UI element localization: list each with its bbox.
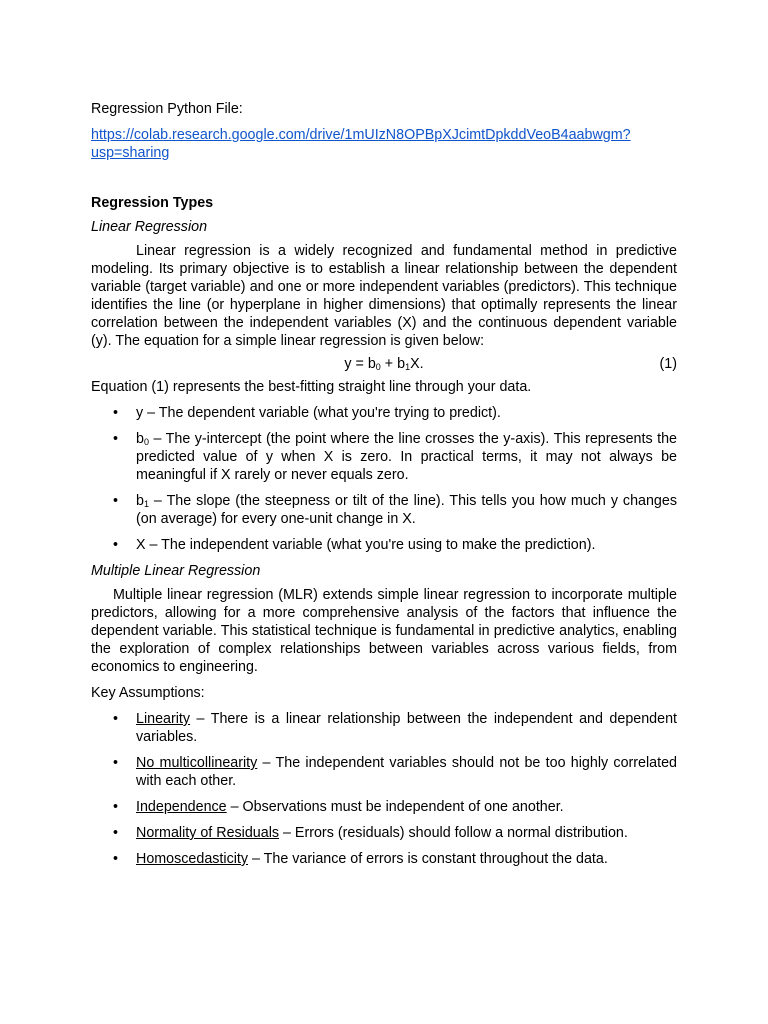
bullet-dot-icon: • xyxy=(113,755,119,771)
list-item: • $b_0$ – The y-intercept (the point where the line crosses the y-axis). This represents the predicted value of y when X is zero. In practical terms, it may not always be meaningful if X rarely or never equals zero. xyxy=(113,431,677,483)
document-page xyxy=(91,100,677,876)
file-label: Regression Python File: xyxy=(91,101,243,117)
list-item: • y – The dependent variable (what you're trying to predict). xyxy=(113,405,501,421)
list-item: • Independence – Observations must be independent of one another. xyxy=(113,799,564,815)
list-item: • Homoscedasticity – The variance of errors is constant throughout the data. xyxy=(113,851,608,867)
bullet-dot-icon: • xyxy=(113,405,119,421)
colab-link-line2: usp=sharing xyxy=(91,145,170,161)
linear-heading: Linear Regression xyxy=(91,219,208,235)
linear-bullet-list xyxy=(91,404,677,554)
equation-note: Equation (1) represents the best-fitting straight line through your data. xyxy=(91,379,532,395)
bullet-dot-icon: • xyxy=(113,825,119,841)
bullet-dot-icon: • xyxy=(113,493,119,509)
equation-row xyxy=(91,355,677,373)
colab-link[interactable] xyxy=(91,127,631,161)
bullet-dot-icon: • xyxy=(113,799,119,815)
linear-paragraph: Linear regression is a widely recognized and fundamental method in predictive modeling. Its primary objective is to establish a linear relationship between the dependent variable (target variable) and one or more independent variables (predictors). This technique identifies the line (or hyperplane in higher dimensions) that optimally represents the linear correlation between the independent variables (X) and the continuous dependent variable (y). The equation for a simple linear regression is given below: xyxy=(91,243,677,349)
bullet-dot-icon: • xyxy=(113,431,119,447)
multiple-paragraph: Multiple linear regression (MLR) extends simple linear regression to incorporate multiple predictors, allowing for a more comprehensive analysis of the factors that influence the dependent variable. This statistical technique is fundamental in predictive analytics, enabling the exploration of complex relationships between variables across various fields, from economics to engineering. xyxy=(91,587,677,675)
equation: $y = b_0 + b_1X$. xyxy=(344,356,424,372)
list-item: • $b_1$ – The slope (the steepness or tilt of the line). This tells you how much y changes (on average) for every one-unit change in X. xyxy=(113,493,677,527)
assumptions-list xyxy=(91,710,677,868)
list-item: • X – The independent variable (what you're using to make the prediction). xyxy=(113,537,596,553)
equation-number: (1) xyxy=(659,356,677,372)
bullet-dot-icon: • xyxy=(113,711,119,727)
multiple-heading: Multiple Linear Regression xyxy=(91,563,261,579)
colab-link-block xyxy=(91,126,677,162)
assumptions-label: Key Assumptions: xyxy=(91,685,205,701)
list-item: • Linearity – There is a linear relationship between the independent and dependent variables. xyxy=(113,711,677,745)
colab-link-line1: https://colab.research.google.com/drive/1mUIzN8OPBpXJcimtDpkddVeoB4aabwgm? xyxy=(91,127,631,143)
bullet-dot-icon: • xyxy=(113,851,119,867)
list-item: • No multicollinearity – The independent variables should not be too highly correlated with each other. xyxy=(113,755,677,789)
list-item: • Normality of Residuals – Errors (residuals) should follow a normal distribution. xyxy=(113,825,628,841)
bullet-dot-icon: • xyxy=(113,537,119,553)
section-title: Regression Types xyxy=(91,195,214,211)
